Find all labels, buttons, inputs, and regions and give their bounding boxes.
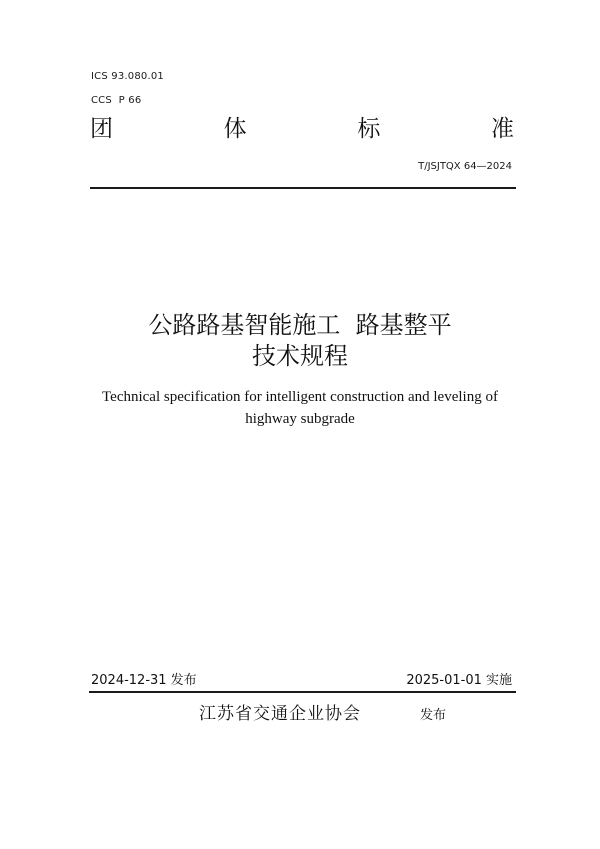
standard-type-heading bbox=[90, 115, 514, 143]
standard-number: T/JSJTQX 64—2024 bbox=[418, 161, 512, 172]
heading-char: 团 bbox=[90, 116, 113, 142]
publisher-name: 江苏省交通企业协会 bbox=[199, 704, 361, 724]
heading-char: 标 bbox=[357, 116, 381, 142]
english-title-line1: Technical specification for intelligent construction and leveling of bbox=[102, 389, 498, 405]
chinese-title-line2: 技术规程 bbox=[252, 342, 348, 370]
issue-date: 2024-12-31 发布 bbox=[91, 673, 197, 688]
heading-char: 体 bbox=[223, 116, 247, 142]
heading-char: 准 bbox=[490, 116, 514, 142]
publisher-suffix: 发布 bbox=[420, 708, 447, 723]
english-title-line2: highway subgrade bbox=[245, 411, 355, 427]
footer-divider bbox=[89, 691, 516, 693]
ics-code: ICS 93.080.01 bbox=[91, 71, 164, 82]
header-divider bbox=[90, 187, 516, 189]
ccs-code: CCS P 66 bbox=[91, 95, 142, 106]
chinese-title-line1: 公路路基智能施工 路基整平 bbox=[148, 311, 452, 339]
implementation-date: 2025-01-01 实施 bbox=[406, 673, 512, 688]
